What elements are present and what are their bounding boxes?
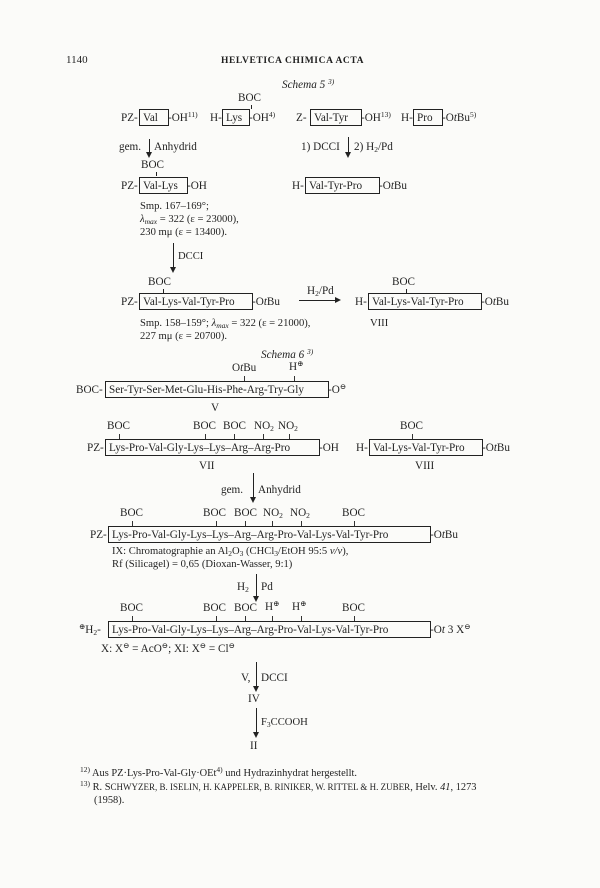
pd-label: Pd xyxy=(261,581,273,593)
dcci-arrow-line xyxy=(348,137,349,152)
x-xi-definition: X: X⊖ = AcO⊖; XI: X⊖ = Cl⊖ xyxy=(101,641,235,655)
compound-v: V xyxy=(211,402,220,414)
boc-h: BOC xyxy=(342,507,366,519)
dcci-step-label: 1) DCCI xyxy=(301,141,340,153)
anhydrid-arrow-line-2 xyxy=(253,473,254,497)
otbu-suffix-6: -OtBu xyxy=(430,529,458,541)
tfa-arrowhead xyxy=(253,732,259,738)
lambda-max-1: λmax = 322 (ε = 23000), xyxy=(140,214,239,226)
compound-viii-2: VIII xyxy=(415,460,435,472)
oh-suffix-3: -OH xyxy=(319,442,339,454)
anhydrid-arrow-line xyxy=(149,139,150,152)
otbu-suffix: -OtBu$^{5)}$ xyxy=(442,110,477,124)
oh-suffix: -OH$^{11)}$ xyxy=(168,110,198,124)
decapeptide-label: Ser-Tyr-Ser-Met-Glu-His-Phe-Arg-Try-Gly xyxy=(109,384,304,396)
pentapeptide-label-2: Val-Lys-Val-Tyr-Pro xyxy=(372,296,464,308)
oh-suffix-2: -OH xyxy=(187,180,207,192)
boc-k: BOC xyxy=(234,602,258,614)
otbu-label: OtBu xyxy=(232,362,257,374)
boc-l: BOC xyxy=(342,602,366,614)
pz-prefix-2: PZ- xyxy=(121,180,138,192)
dcci-arrow-line-2 xyxy=(173,243,174,267)
pz-prefix-4: PZ- xyxy=(87,442,104,454)
dcci-label: DCCI xyxy=(178,251,204,262)
rf-value: Rf (Silicagel) = 0,65 (Dioxan-Wasser, 9:1) xyxy=(112,559,293,570)
smp-2: Smp. 158–159°; λmax = 322 (ε = 21000), xyxy=(140,318,311,330)
anhydrid-arrowhead-2 xyxy=(250,497,256,503)
h2pd-arrow-line xyxy=(299,300,335,301)
boc-j: BOC xyxy=(203,602,227,614)
ix-chromatography: IX: Chromatographie an Al2O3 (CHCl3/EtOH 95:5 v/v), xyxy=(112,546,349,558)
compound-vii: VII xyxy=(199,460,215,472)
footnote-13: $^{13)}$ R. SCHWYZER, B. ISELIN, H. KAPPELER, B. RINIKER, W. RITTEL & H. ZUBER, Helv. 41, 1273 xyxy=(80,779,477,793)
otbu-suffix-3: -OtBu xyxy=(252,296,280,308)
compound-ii: II xyxy=(250,740,258,752)
no2-b: NO2 xyxy=(278,420,298,433)
h-prefix-3: H- xyxy=(292,180,304,192)
hplus-label: H⊕ xyxy=(289,359,304,373)
h-prefix-2: H- xyxy=(401,112,413,124)
page-number: 1140 xyxy=(66,54,88,66)
pentapeptide-label: Val-Lys-Val-Tyr-Pro xyxy=(143,296,235,308)
dcci-arrowhead-2 xyxy=(170,267,176,273)
tetradecapeptide-label: Lys-Pro-Val-Gly-Lys–Lys–Arg–Arg-Pro-Val-Lys-Val-Tyr-Pro xyxy=(112,529,389,541)
footnote-13-year: (1958). xyxy=(94,795,125,806)
pz-prefix-5: PZ- xyxy=(90,529,107,541)
otbu-suffix-5: -OtBu xyxy=(482,442,510,454)
boc-c: BOC xyxy=(223,420,247,432)
otbu-suffix-7: -Ot 3 X⊖ xyxy=(430,622,471,636)
tetradecapeptide-label-2: Lys-Pro-Val-Gly-Lys–Lys–Arg–Arg-Pro-Val-Lys-Val-Tyr-Pro xyxy=(112,624,389,636)
boc-label-4: BOC xyxy=(392,276,416,288)
h2pd-label: H2/Pd xyxy=(307,285,334,298)
oh13-suffix: -OH$^{13)}$ xyxy=(361,110,391,124)
boc-bond xyxy=(251,105,252,109)
journal-title: HELVETICA CHIMICA ACTA xyxy=(221,56,365,66)
compound-viii: VIII xyxy=(370,318,389,329)
boc-label: BOC xyxy=(238,92,262,104)
lambda-max-1b: 230 mμ (ε = 13400). xyxy=(140,227,228,238)
dcci-arrow-line-3 xyxy=(256,662,257,686)
lambda-max-2b: 227 mμ (ε = 20700). xyxy=(140,331,228,342)
dcci-arrowhead-3 xyxy=(253,686,259,692)
tfa-arrow-line xyxy=(256,708,257,732)
hplus-a: H⊕ xyxy=(265,599,280,613)
v-reagent: V, xyxy=(241,672,251,684)
h2-prefix: ⊕H2- xyxy=(79,622,101,637)
smp-1: Smp. 167–169°; xyxy=(140,201,209,212)
ominus-suffix: -O⊖ xyxy=(328,382,347,396)
tfa-label: F3CCOOH xyxy=(261,717,308,729)
pentapeptide-label-3: Val-Lys-Val-Tyr-Pro xyxy=(373,442,465,454)
no2-a: NO2 xyxy=(254,420,274,433)
otbu-suffix-2: -OtBu xyxy=(379,180,407,192)
h2pd-step-label: 2) H2/Pd xyxy=(354,141,393,154)
no2-c: NO2 xyxy=(263,507,283,520)
h-prefix-5: H- xyxy=(356,442,368,454)
compound-iv: IV xyxy=(248,693,260,705)
boc-prefix: BOC- xyxy=(76,384,103,396)
boc-bond-2 xyxy=(156,172,157,176)
schema5-title: Schema 5 $^{3)}$ xyxy=(282,77,335,91)
h-prefix: H- xyxy=(210,112,222,124)
boc-g: BOC xyxy=(234,507,258,519)
boc-label-3: BOC xyxy=(148,276,172,288)
dcci-arrowhead xyxy=(345,152,351,158)
boc-i: BOC xyxy=(120,602,144,614)
pz-prefix: PZ- xyxy=(121,112,138,124)
vallys-label: Val-Lys xyxy=(143,180,178,192)
boc-f: BOC xyxy=(203,507,227,519)
nonapeptide-label: Lys-Pro-Val-Gly-Lys–Lys–Arg–Arg-Pro xyxy=(109,442,291,454)
val-label: Val xyxy=(143,112,158,124)
boc-label-2: BOC xyxy=(141,159,165,171)
pro-label: Pro xyxy=(417,112,433,124)
gem-label-2: gem. xyxy=(221,484,244,496)
footnote-12: $^{12)}$ Aus PZ·Lys-Pro-Val-Gly·OEt$^{4)}$ und Hydrazinhydrat hergestellt. xyxy=(80,765,357,779)
hplus-b: H⊕ xyxy=(292,599,307,613)
h2pd-arrowhead xyxy=(335,297,341,303)
boc-a: BOC xyxy=(107,420,131,432)
no2-d: NO2 xyxy=(290,507,310,520)
boc-d: BOC xyxy=(400,420,424,432)
gem-label: gem. xyxy=(119,141,142,153)
boc-e: BOC xyxy=(120,507,144,519)
anhydrid-label-2: Anhydrid xyxy=(258,484,301,496)
boc-b: BOC xyxy=(193,420,217,432)
dcci-label-2: DCCI xyxy=(261,672,288,684)
h2pd-arrow-line-2 xyxy=(256,574,257,596)
lys-label: Lys xyxy=(226,112,243,124)
h-prefix-4: H- xyxy=(355,296,367,308)
anhydrid-label: Anhydrid xyxy=(154,141,197,153)
h2-label: H2 xyxy=(237,581,249,594)
anhydrid-arrowhead xyxy=(146,152,152,158)
z-prefix: Z- xyxy=(296,112,307,124)
pz-prefix-3: PZ- xyxy=(121,296,138,308)
valtyr-label: Val-Tyr xyxy=(314,112,349,124)
schema6-title: Schema 6 $^{3)}$ xyxy=(261,347,314,361)
oh4-suffix: -OH$^{4)}$ xyxy=(249,110,276,124)
otbu-suffix-4: -OtBu xyxy=(481,296,509,308)
valtyrpro-label: Val-Tyr-Pro xyxy=(309,180,363,192)
